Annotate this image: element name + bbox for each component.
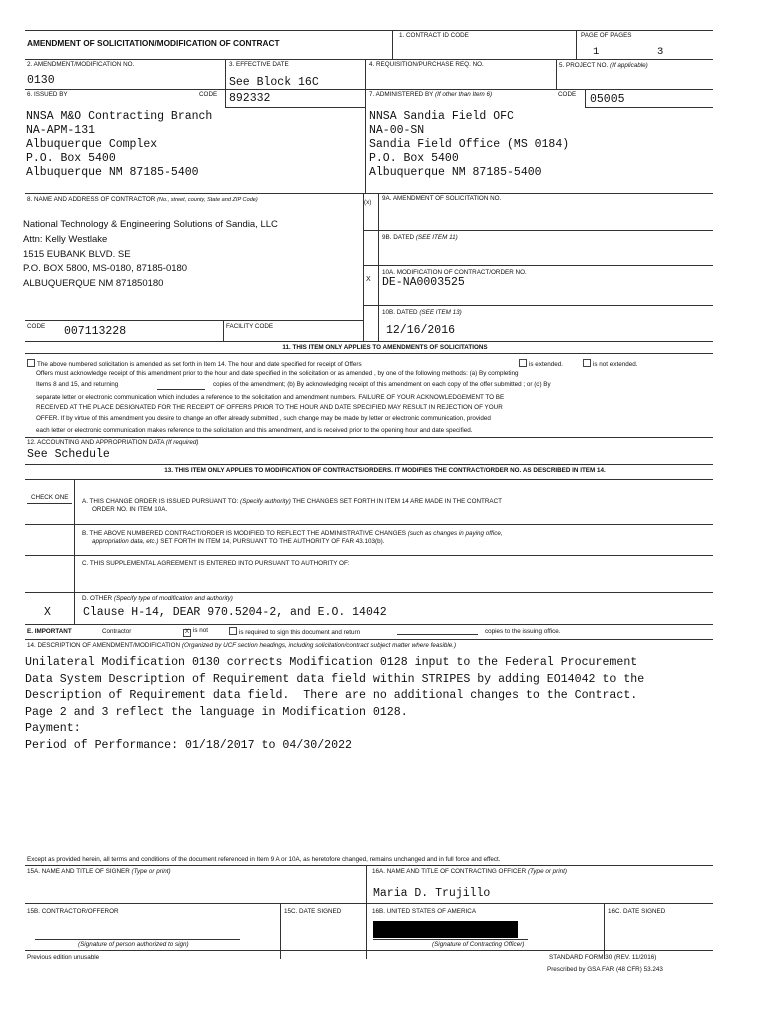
offers-checkbox[interactable] (27, 359, 35, 367)
copies-blank (157, 389, 205, 390)
signature-line (35, 939, 240, 940)
contractor-hint: (No., street, county, State and ZIP Code) (157, 197, 258, 203)
divider (392, 30, 393, 60)
contract-id-label: 1. CONTRACT ID CODE (399, 32, 469, 39)
description-hint: (Organized by UCF section headings, including solicitation/contract subject matter where feasible.) (181, 642, 457, 649)
issued-code-label: CODE (199, 91, 218, 98)
signer-hint: (Type or print) (131, 868, 171, 875)
contractor-line: ALBUQUERQUE NM 871850180 (23, 278, 164, 289)
contractor-line: P.O. BOX 5800, MS-0180, 87185-0180 (23, 263, 188, 274)
issued-by-line: P.O. Box 5400 (26, 152, 116, 165)
item-11-line: RECEIVED AT THE PLACE DESIGNATED FOR THE RECEIPT OF OFFERS PRIOR TO THE HOUR AND DATE SPECIFIED MAY RESULT IN REJECTION OF YOUR (36, 404, 503, 411)
is-not-checkbox[interactable]: X (184, 629, 189, 635)
row-border (25, 865, 713, 866)
signer-label: 15A. NAME AND TITLE OF SIGNER (27, 868, 130, 875)
description-line: Data System Description of Requirement data field within STRIPES by adding EO14042 to the (25, 672, 645, 686)
divider (225, 59, 226, 107)
divider (585, 89, 586, 107)
item-13b-hint: (such as changes in paying office, (407, 530, 503, 537)
amendment-no-label: 2. AMENDMENT/MODIFICATION NO. (27, 61, 135, 68)
row-border (25, 592, 713, 593)
date-signed-16c-label: 16C. DATE SIGNED (608, 908, 666, 915)
contractor-offeror-label: 15B. CONTRACTOR/OFFEROR (27, 908, 119, 915)
row-border (25, 950, 713, 951)
row-border (25, 341, 713, 342)
accounting-hint: (If required) (165, 439, 199, 446)
form-top-border (25, 30, 713, 31)
item-13d-hint: (Specify type of modification and authority) (113, 595, 233, 602)
divider (363, 193, 364, 341)
important-contractor: Contractor (102, 628, 132, 635)
item-13b-hint: appropriation data, etc.) (92, 538, 159, 545)
effective-date: See Block 16C (229, 76, 319, 89)
row-border (25, 353, 713, 354)
page-of-pages-label: PAGE OF PAGES (581, 32, 632, 39)
issued-by-line: NNSA M&O Contracting Branch (26, 110, 213, 123)
accounting-value: See Schedule (27, 448, 110, 461)
item-13a-hint: (Specify authority) (240, 498, 291, 505)
divider (74, 479, 75, 624)
item-11-line: copies of the amendment; (b) By acknowledging receipt of this amendment on each copy of the offer submitted ; or (c) By (213, 381, 551, 388)
item-11-line: separate letter or electronic communication which includes a reference to the solicitation and amendment numbers. FAILURE OF YOUR ACKNOWLEDGEMENT TO BE (36, 394, 505, 401)
administered-by-line: NA-00-SN (369, 124, 425, 137)
signature-person-caption: (Signature of person authorized to sign) (78, 941, 189, 948)
contract-dated: 12/16/2016 (386, 324, 456, 337)
page-number: 1 (593, 46, 600, 58)
administered-by-line: NNSA Sandia Field OFC (369, 110, 514, 123)
description-line: Description of Requirement data field. There are no additional changes to the Contract. (25, 689, 638, 703)
code-box-border (225, 107, 365, 108)
administered-by-line: P.O. Box 5400 (369, 152, 459, 165)
dated-10b-label: 10B. DATED (382, 309, 418, 316)
is-extended-label: is extended. (529, 361, 563, 368)
form-number: STANDARD FORM 30 (REV. 11/2016) (549, 954, 657, 961)
administered-by-line: Albuquerque NM 87185-5400 (369, 166, 542, 179)
previous-edition: Previous edition unusable (27, 954, 100, 961)
contractor-code-label: CODE (27, 323, 46, 330)
issued-by-line: Albuquerque NM 87185-5400 (26, 166, 199, 179)
issued-by-label: 6. ISSUED BY (27, 91, 68, 98)
important-label: E. IMPORTANT (27, 628, 72, 635)
item-11-line: OFFER. If by virtue of this amendment you desire to change an offer already submitted , such change may be made by letter or electronic communication, provided (36, 415, 491, 422)
row-border (25, 437, 713, 438)
item-13c-text: C. THIS SUPPLEMENTAL AGREEMENT IS ENTERED INTO PURSUANT TO AUTHORITY OF: (82, 560, 350, 567)
project-hint: (If applicable) (609, 62, 648, 69)
copies-return-blank (397, 634, 478, 635)
modification-10a-mark: X (366, 276, 371, 283)
except-text: Except as provided herein, all terms and conditions of the document referenced in Item 9 A or 10A, as heretofore changed, remains unchanged and in full force and effect. (27, 856, 501, 863)
row-border (25, 624, 713, 625)
item-13a-text: THE CHANGES SET FORTH IN ITEM 14 ARE MADE IN THE CONTRACT (292, 498, 503, 505)
copies-label: copies to the issuing office. (485, 628, 561, 635)
admin-code-label: CODE (558, 91, 577, 98)
item-11-line: each letter or electronic communication makes reference to the solicitation and this amendment, and is received prior to the opening hour and date specified. (36, 427, 473, 434)
is-not-extended-label: is not extended. (593, 361, 638, 368)
row-border (25, 903, 713, 904)
page-count: 3 (657, 46, 664, 58)
date-signed-15c-label: 15C. DATE SIGNED (284, 908, 342, 915)
divider (365, 89, 366, 194)
issued-by-line: NA-APM-131 (26, 124, 96, 137)
item-13-heading: 13. THIS ITEM ONLY APPLIES TO MODIFICATION OF CONTRACTS/ORDERS. IT MODIFIES THE CONTRACT/ORDER NO. AS DESCRIBED IN ITEM 14. (164, 467, 606, 474)
requisition-label: 4. REQUISITION/PURCHASE REQ. NO. (369, 61, 484, 68)
divider (576, 30, 577, 60)
item-13d-text: D. OTHER (82, 595, 113, 602)
divider (378, 193, 379, 341)
contractor-line: Attn: Kelly Westlake (23, 234, 108, 245)
effective-date-label: 3. EFFECTIVE DATE (229, 61, 289, 68)
row-border (25, 479, 713, 480)
is-not-label: is not (193, 627, 209, 634)
modification-10a-label: 10A. MODIFICATION OF CONTRACT/ORDER NO. (382, 269, 527, 276)
description-line: Page 2 and 3 reflect the language in Modification 0128. (25, 705, 408, 719)
item-11-line: Offers must acknowledge receipt of this amendment prior to the hour and date specified in the solicitation or as amended , by one of the following methods: (a) By completing (36, 370, 519, 377)
administered-by-line: Sandia Field Office (MS 0184) (369, 138, 570, 151)
form-title: AMENDMENT OF SOLICITATION/MODIFICATION OF CONTRACT (27, 38, 280, 48)
row-border (25, 320, 363, 321)
item-11-line: The above numbered solicitation is amended as set forth in Item 14. The hour and date specified for receipt of Offers (37, 361, 362, 368)
item-13d-mark: X (44, 606, 51, 619)
officer-hint: (Type or print) (527, 868, 568, 875)
row-border (363, 230, 713, 231)
item-13a-text: ORDER NO. IN ITEM 10A. (92, 506, 168, 513)
usa-label: 16B. UNITED STATES OF AMERICA (372, 908, 477, 915)
contractor-code: 007113228 (64, 325, 127, 338)
administered-by-label: 7. ADMINISTERED BY (369, 91, 434, 98)
facility-code-label: FACILITY CODE (226, 323, 274, 330)
row-border (25, 555, 713, 556)
admin-code: 05005 (590, 93, 625, 106)
description-label: 14. DESCRIPTION OF AMENDMENT/MODIFICATION (27, 642, 181, 649)
issued-by-line: Albuquerque Complex (26, 138, 158, 151)
administered-by-hint: (If other than Item 6) (435, 91, 493, 98)
row-border (25, 59, 713, 60)
is-required-checkbox[interactable] (229, 627, 237, 635)
signature-redaction (373, 921, 518, 938)
contract-number: DE-NA0003525 (382, 276, 465, 289)
row-border (25, 524, 713, 525)
signature-officer-caption: (Signature of Contracting Officer) (432, 941, 525, 948)
accounting-label: 12. ACCOUNTING AND APPROPRIATION DATA (27, 439, 165, 446)
is-extended-checkbox[interactable] (519, 359, 527, 367)
item-13b-text: B. THE ABOVE NUMBERED CONTRACT/ORDER IS MODIFIED TO REFLECT THE ADMINISTRATIVE CHANGES (82, 530, 406, 537)
project-label: 5. PROJECT NO. (559, 62, 609, 69)
dated-9b-hint: (SEE ITEM 11) (415, 234, 458, 241)
item-11-line: Items 8 and 15, and returning (36, 381, 119, 388)
amendment-mark-header: (x) (364, 199, 372, 206)
description-line: Unilateral Modification 0130 corrects Modification 0128 input to the Federal Procurement (25, 656, 638, 669)
issued-code: 892332 (229, 92, 271, 105)
description-line: Period of Performance: 01/18/2017 to 04/30/2022 (25, 739, 352, 752)
dated-10b-hint: (SEE ITEM 13) (419, 309, 462, 316)
contractor-label: 8. NAME AND ADDRESS OF CONTRACTOR (27, 196, 156, 203)
solicitation-9a-label: 9A. AMENDMENT OF SOLICITATION NO. (382, 195, 502, 202)
description-line: Payment: (25, 722, 81, 736)
item-11-heading: 11. THIS ITEM ONLY APPLIES TO AMENDMENTS OF SOLICITATIONS (282, 344, 488, 351)
check-one-label: CHECK ONE (31, 494, 69, 501)
amendment-no: 0130 (27, 74, 55, 87)
row-border (25, 193, 713, 194)
divider (366, 865, 367, 959)
divider (223, 320, 224, 341)
row-border (25, 464, 713, 465)
is-required-label: is required to sign this document and return (239, 629, 361, 636)
item-13a-text: A. THIS CHANGE ORDER IS ISSUED PURSUANT TO: (82, 498, 239, 505)
officer-name: Maria D. Trujillo (373, 887, 491, 900)
officer-label: 16A. NAME AND TITLE OF CONTRACTING OFFICER (372, 868, 527, 875)
row-border (25, 639, 713, 640)
is-not-extended-checkbox[interactable] (583, 359, 591, 367)
contractor-line: 1515 EUBANK BLVD. SE (23, 249, 131, 260)
item-13b-text: SET FORTH IN ITEM 14, PURSUANT TO THE AUTHORITY OF FAR 43.103(b). (160, 538, 385, 545)
divider (365, 59, 366, 89)
prescribed-by: Prescribed by GSA FAR (48 CFR) 53.243 (547, 966, 663, 973)
row-border (363, 305, 713, 306)
dated-9b-label: 9B. DATED (382, 234, 415, 241)
row-border (25, 89, 713, 90)
row-border (363, 265, 713, 266)
contractor-line: National Technology & Engineering Solutions of Sandia, LLC (23, 219, 278, 230)
item-13d-value: Clause H-14, DEAR 970.5204-2, and E.O. 14042 (83, 606, 387, 619)
divider (556, 59, 557, 89)
check-one-rule (27, 503, 72, 504)
code-box-border (585, 107, 713, 108)
signature-line (373, 939, 528, 940)
